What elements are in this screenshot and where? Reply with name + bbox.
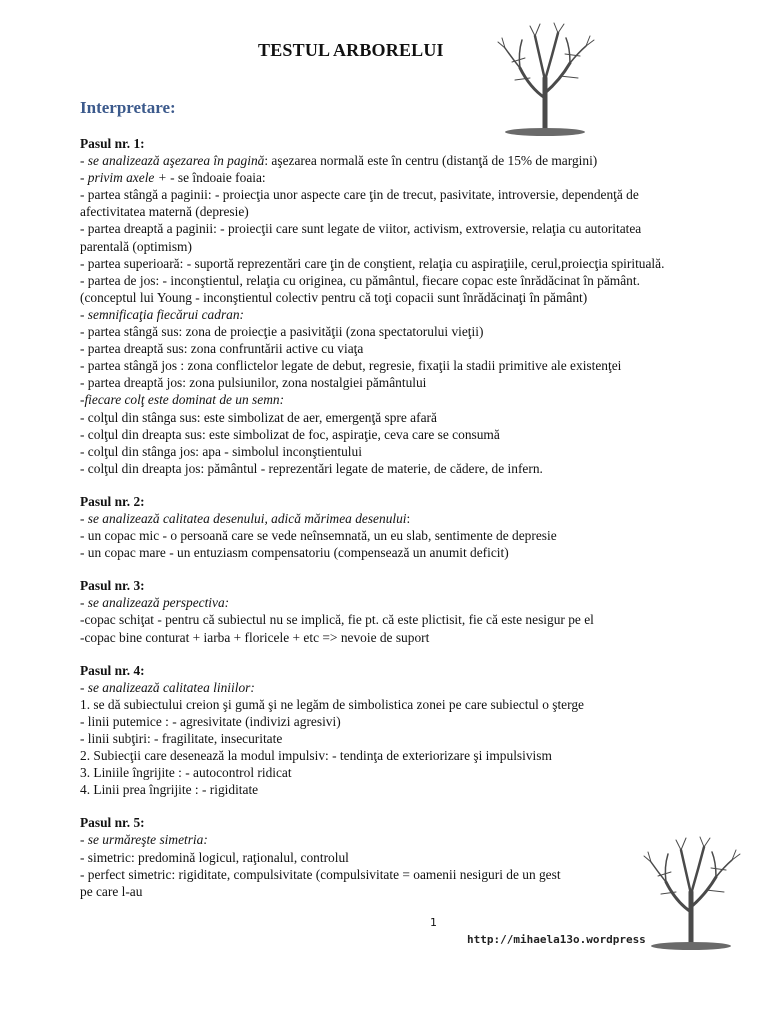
line-rest: : xyxy=(406,510,411,526)
bare-tree-icon xyxy=(636,832,746,952)
text-line: -fiecare colţ este dominat de un semn: xyxy=(80,392,285,408)
step-heading: Pasul nr. 3: xyxy=(80,578,145,594)
text-line: - colţul din stânga jos: apa - simbolul inconştientului xyxy=(80,443,362,459)
text-line xyxy=(80,510,745,527)
text-line: - partea stângă a paginii: - proiecţia unor aspecte care ţin de trecut, pasivitate, introversie, dependenţă de xyxy=(80,187,639,203)
footer-url: http://mihaela13o.wordpress xyxy=(467,933,646,946)
step-heading: Pasul nr. 4: xyxy=(80,662,145,678)
text-line: - linii subţiri: - fragilitate, insecuritate xyxy=(80,731,283,746)
page-number: 1 xyxy=(430,916,437,929)
text-line: 3. Liniile îngrijite : - autocontrol ridicat xyxy=(80,765,292,781)
text-line xyxy=(80,169,745,186)
step-heading: Pasul nr. 1: xyxy=(80,136,145,151)
text-line: -copac schiţat - pentru că subiectul nu se implică, fie pt. că este plictisit, fie că este nesigur pe el xyxy=(80,612,594,628)
line-rest: - se îndoaie foaia: xyxy=(166,170,266,186)
italic-phrase: - se analizează calitatea desenului, adică mărimea desenului xyxy=(80,510,407,526)
text-line: 2. Subiecţii care desenează la modul impulsiv: - tendinţa de exteriorizare şi impulsivism xyxy=(80,748,552,764)
text-line: - perfect simetric: rigiditate, compulsivitate (compulsivitate = oamenii nesiguri de un gest xyxy=(80,866,561,882)
text-line: - colţul din stânga sus: este simbolizat de aer, emergenţă spre afară xyxy=(80,409,437,425)
step-heading: Pasul nr. 2: xyxy=(80,493,145,509)
text-line: - partea de jos: - inconştientul, relaţia cu originea, cu pământul, fiecare copac este înrădăcinat în pământ. xyxy=(80,272,640,288)
text-line xyxy=(80,152,745,169)
text-line: - linii putemice : - agresivitate (indivizi agresivi) xyxy=(80,713,341,729)
text-line: afectivitatea maternă (depresie) xyxy=(80,204,249,220)
text-line: - se urmăreşte simetria: xyxy=(80,832,208,848)
step-section xyxy=(80,577,745,645)
line-rest: : aşezarea normală este în centru (distanţă de 15% de margini) xyxy=(264,153,598,169)
text-line: - se analizează perspectiva: xyxy=(80,595,230,611)
text-line: - partea stângă sus: zona de proiecţie a pasivităţii (zona spectatorului vieţii) xyxy=(80,324,484,340)
section-subtitle: Interpretare: xyxy=(80,98,176,117)
step-heading: Pasul nr. 5: xyxy=(80,815,145,831)
italic-phrase: - se analizează aşezarea în pagină xyxy=(80,153,265,169)
page-title: TESTUL ARBORELUI xyxy=(258,40,444,60)
text-line: - partea dreaptă jos: zona pulsiunilor, zona nostalgiei pământului xyxy=(80,375,427,391)
bare-tree-icon xyxy=(490,18,600,138)
text-line: - partea stângă jos : zona conflictelor legate de debut, regresie, fixaţii la stadii primitive ale existenţei xyxy=(80,358,622,374)
document-body xyxy=(80,135,745,916)
text-line: - un copac mic - o persoană care se vede neînsemnată, un eu slab, sentimente de depresie xyxy=(80,528,557,544)
text-line: - simetric: predomină logicul, raţionalul, controlul xyxy=(80,849,349,865)
text-line: - partea superioară: - suportă reprezentări care ţin de conştient, relaţia cu aspiraţiile, cerul,proiecţia spirituală. xyxy=(80,255,665,271)
text-line: -copac bine conturat + iarba + floricele + etc => nevoie de suport xyxy=(80,629,430,645)
text-line: 1. se dă subiectului creion şi gumă şi ne legăm de simbolistica zonei pe care subiectul o şterge xyxy=(80,696,584,712)
text-line: - colţul din dreapta jos: pământul - reprezentări legate de materie, de cădere, de infern. xyxy=(80,460,543,476)
italic-phrase: - privim axele + xyxy=(80,170,167,186)
step-section xyxy=(80,493,745,561)
text-line: pe care l-au xyxy=(80,883,143,899)
text-line: parentală (optimism) xyxy=(80,238,192,254)
step-section xyxy=(80,135,745,477)
text-line: - partea dreaptă sus: zona confruntării active cu viaţa xyxy=(80,341,364,357)
step-section xyxy=(80,662,745,799)
text-line: - semnificaţia fiecărui cadran: xyxy=(80,306,245,322)
text-line: - partea dreaptă a paginii: - proiecţii care sunt legate de viitor, activism, extroversie, relaţia cu autoritatea xyxy=(80,221,642,237)
text-line: - se analizează calitatea liniilor: xyxy=(80,679,255,695)
text-line: - colţul din dreapta sus: este simbolizat de foc, aspiraţie, ceva care se consumă xyxy=(80,426,500,442)
text-line: - un copac mare - un entuziasm compensatoriu (compensează un anumit deficit) xyxy=(80,545,509,561)
text-line: (conceptul lui Young - inconştientul colectiv pentru că toţi copacii sunt înrădăcinaţi în pământ) xyxy=(80,289,588,305)
text-line: 4. Linii prea îngrijite : - rigiditate xyxy=(80,782,259,798)
